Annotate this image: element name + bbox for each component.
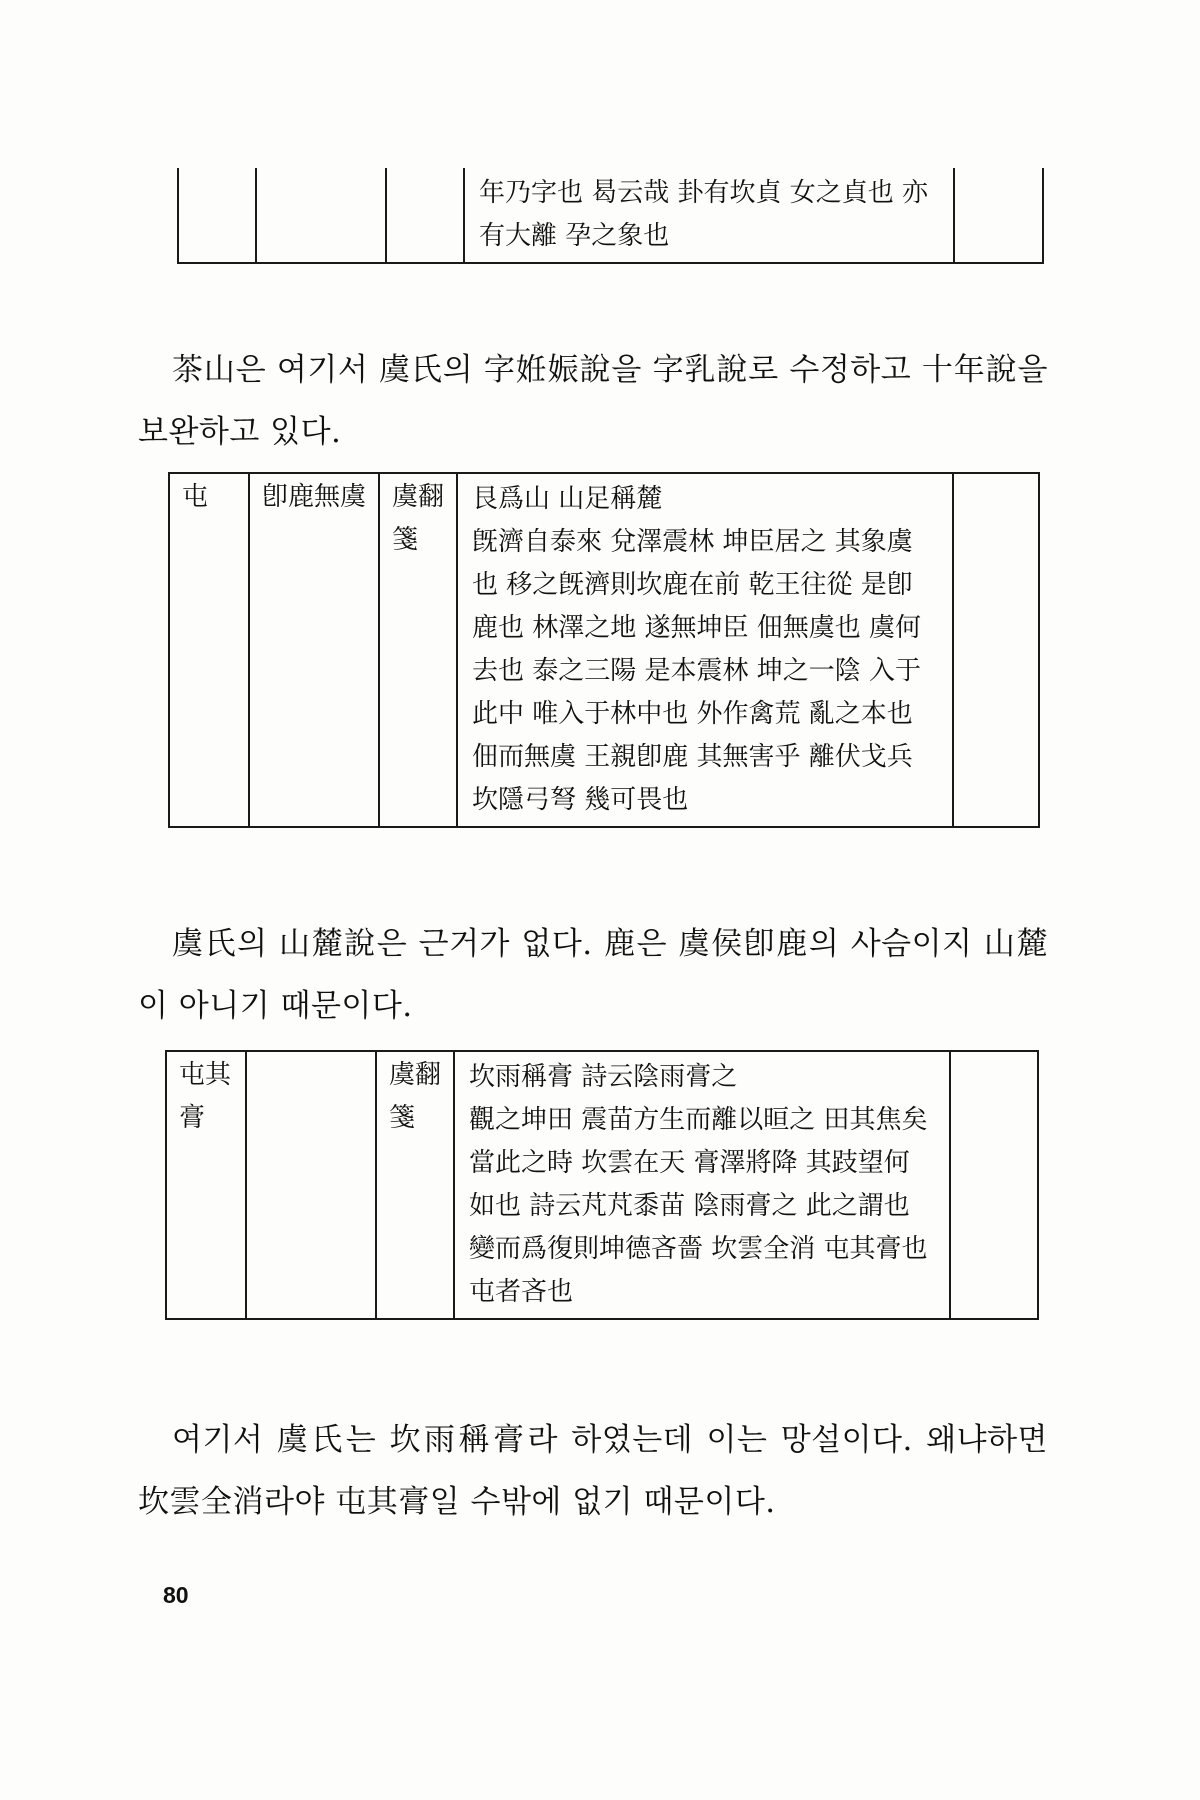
table-row bbox=[178, 168, 1043, 263]
commentary-cell: 年乃字也 曷云哉 卦有坎貞 女之貞也 亦 有大離 孕之象也 bbox=[464, 168, 954, 263]
phrase-cell: 卽鹿無虞 bbox=[249, 473, 379, 827]
hexagram-cell bbox=[178, 168, 256, 263]
hexagram-cell: 屯 bbox=[169, 473, 249, 827]
page-number: 80 bbox=[163, 1582, 189, 1608]
note-cell bbox=[953, 473, 1039, 827]
note-cell bbox=[950, 1051, 1038, 1319]
table-row bbox=[166, 1051, 1038, 1319]
note-cell bbox=[954, 168, 1043, 263]
source-cell: 虞翻 箋 bbox=[376, 1051, 454, 1319]
source-cell: 虞翻 箋 bbox=[379, 473, 457, 827]
commentary-table bbox=[168, 472, 1040, 828]
source-cell bbox=[386, 168, 464, 263]
commentary-table bbox=[165, 1050, 1039, 1320]
body-paragraph: 虞氏의 山麓說은 근거가 없다. 鹿은 虞侯卽鹿의 사슴이지 山麓이 아니기 때문이다. bbox=[138, 926, 1048, 1024]
table-row bbox=[169, 473, 1039, 827]
body-paragraph: 여기서 虞氏는 坎雨稱膏라 하였는데 이는 망설이다. 왜냐하면 坎雲全消라야 屯其膏일 수밖에 없기 때문이다. bbox=[138, 1422, 1048, 1520]
commentary-cell: 艮爲山 山足稱麓 旣濟自泰來 兌澤震林 坤臣居之 其象虞 也 移之旣濟則坎鹿在前 乾王往從 是卽 鹿也 林澤之地 遂無坤臣 佃無虞也 虞何 去也 泰之三陽 是本震林 坤之一陰 入于 此中 唯入于林中也 外作禽荒 亂之本也 佃而無虞 王親卽鹿 其無害乎 離伏戈兵 坎隱弓弩 幾可畏也 bbox=[457, 473, 953, 827]
hexagram-cell: 屯其 膏 bbox=[166, 1051, 246, 1319]
commentary-table-continued bbox=[177, 168, 1044, 264]
commentary-cell: 坎雨稱膏 詩云陰雨膏之 觀之坤田 震苗方生而離以晅之 田其焦矣 當此之時 坎雲在天 膏澤將降 其跂望何 如也 詩云芃芃黍苗 陰雨膏之 此之謂也 變而爲復則坤德吝嗇 坎雲全消 屯其膏也 屯者吝也 bbox=[454, 1051, 950, 1319]
phrase-cell bbox=[246, 1051, 376, 1319]
body-paragraph: 茶山은 여기서 虞氏의 字姙娠說을 字乳說로 수정하고 十年說을 보완하고 있다. bbox=[138, 352, 1048, 450]
phrase-cell bbox=[256, 168, 386, 263]
